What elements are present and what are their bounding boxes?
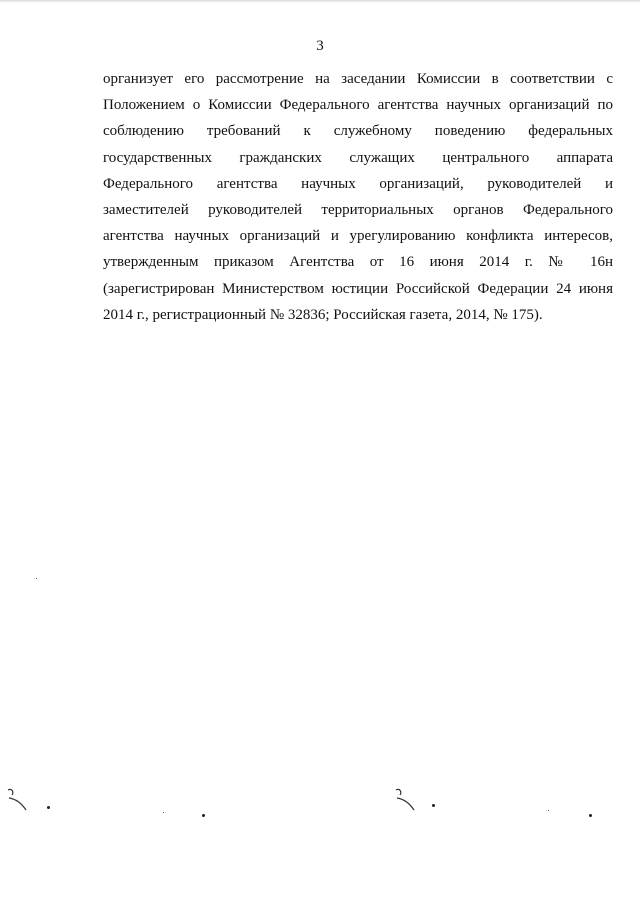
text-line: соблюдению требований к служебному поведению федеральных <box>103 123 613 140</box>
text-line: (зарегистрирован Министерством юстиции Российской Федерации 24 июня <box>103 280 613 297</box>
text-line: заместителей руководителей территориальных органов Федерального <box>103 201 613 218</box>
scan-speck <box>589 814 592 817</box>
text-line: Федерального агентства научных организаций, руководителей и <box>103 175 613 192</box>
text-line: организует его рассмотрение на заседании Комиссии в соответствии с <box>103 71 613 87</box>
scan-speck <box>47 806 50 809</box>
text-line: Положением о Комиссии Федерального агентства научных организаций по <box>103 97 613 114</box>
scan-speck <box>36 578 37 579</box>
text-line: агентства научных организаций и урегулированию конфликта интересов, <box>103 228 613 245</box>
text-line: 2014 г., регистрационный № 32836; Российская газета, 2014, № 175). <box>103 306 543 323</box>
scan-mark-right <box>392 786 428 814</box>
scan-speck <box>432 804 435 807</box>
scan-speck <box>163 812 164 813</box>
scan-top-edge <box>0 0 640 3</box>
text-line: государственных гражданских служащих центрального аппарата <box>103 149 613 166</box>
scan-speck <box>202 814 205 817</box>
body-paragraph <box>103 66 613 328</box>
text-line: утвержденным приказом Агентства от 16 июня 2014 г. № 16н <box>103 254 613 271</box>
scan-speck <box>548 810 549 811</box>
page-number: 3 <box>316 38 324 54</box>
scan-mark-left <box>4 786 40 814</box>
